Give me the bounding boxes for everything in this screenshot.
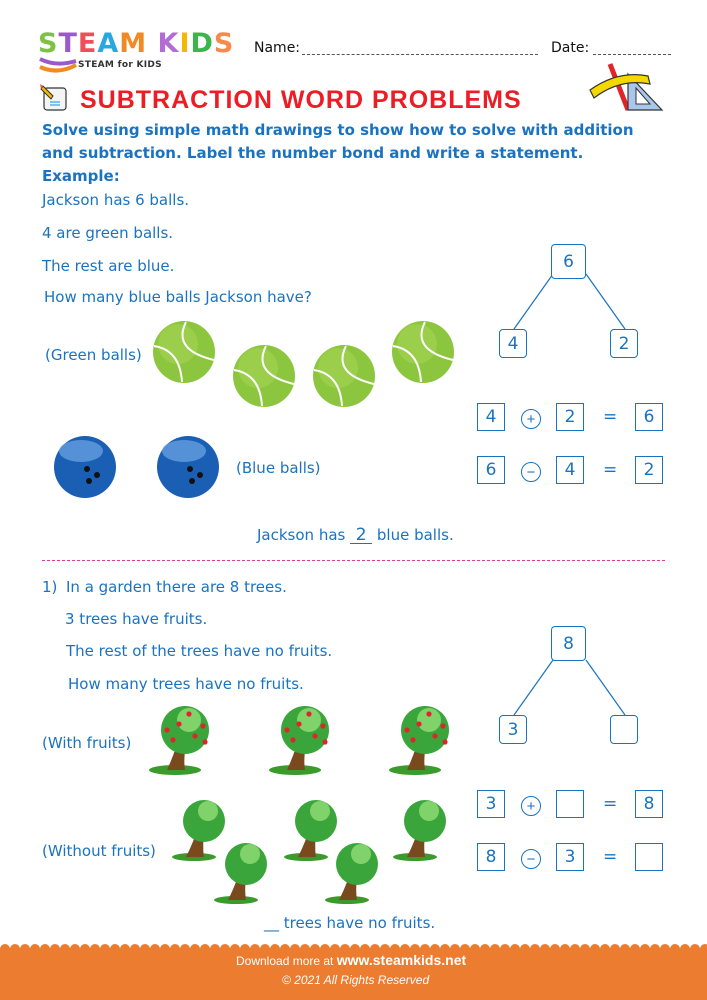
- pencil-paper-icon: [40, 82, 70, 112]
- section-divider: [42, 560, 665, 561]
- instructions: [42, 119, 662, 188]
- example-line-4: How many blue balls Jackson have?: [44, 288, 312, 306]
- problem-1-statement: [264, 914, 435, 932]
- equation-2-b: 4: [556, 456, 584, 484]
- footer-url-link[interactable]: www.steamkids.net: [336, 952, 467, 968]
- instructions-text: Solve using simple math drawings to show how to solve with addition and subtraction. Label the number bond and write a statement.: [42, 121, 634, 162]
- equals-sign: =: [603, 847, 618, 867]
- equals-sign: =: [603, 794, 618, 814]
- statement-prefix: Jackson has: [257, 526, 346, 544]
- tree-icon: [212, 838, 272, 908]
- statement-blank[interactable]: __: [264, 914, 279, 932]
- date-input-line[interactable]: [593, 54, 671, 55]
- tree-icon: [391, 795, 451, 865]
- with-fruits-label: (With fruits): [42, 734, 132, 752]
- bowling-ball-icon: [156, 435, 220, 499]
- problem-1-line-1: In a garden there are 8 trees.: [66, 578, 287, 596]
- problem-1-number: 1): [42, 578, 58, 596]
- equation-2-c: 2: [635, 456, 663, 484]
- page-title: SUBTRACTION WORD PROBLEMS: [80, 86, 522, 114]
- example-label: Example:: [42, 167, 120, 185]
- minus-icon: −: [521, 462, 541, 482]
- statement-answer: 2: [350, 527, 372, 544]
- ruler-triangle-icon: [588, 62, 668, 116]
- bond-part-1: 4: [499, 329, 527, 358]
- equation-2-a: 6: [477, 456, 505, 484]
- equation-2-b: 3: [556, 843, 584, 871]
- date-label: Date:: [551, 40, 590, 56]
- equation-1-a: 3: [477, 790, 505, 818]
- equation-1-c: 6: [635, 403, 663, 431]
- plus-icon: +: [521, 409, 541, 429]
- tennis-ball-icon: [152, 320, 216, 384]
- footer-copyright: © 2021 All Rights Reserved: [282, 973, 430, 987]
- example-line-1: Jackson has 6 balls.: [42, 191, 190, 209]
- logo-subtitle: STEAM for KIDS: [78, 60, 162, 70]
- tennis-ball-icon: [232, 344, 296, 408]
- plus-icon: +: [521, 796, 541, 816]
- fruit-tree-icon: [265, 702, 337, 778]
- bond-part-2-blank[interactable]: [610, 715, 638, 744]
- name-label: Name:: [254, 40, 301, 56]
- equation-1-c: 8: [635, 790, 663, 818]
- tennis-ball-icon: [312, 344, 376, 408]
- fruit-tree-icon: [385, 702, 457, 778]
- fruit-tree-icon: [145, 702, 217, 778]
- problem-1-line-3: The rest of the trees have no fruits.: [66, 642, 333, 660]
- logo-swoosh-icon: [38, 57, 78, 75]
- statement-suffix: trees have no fruits.: [283, 914, 436, 932]
- example-statement: [257, 526, 454, 544]
- bond-part-2: 2: [610, 329, 638, 358]
- equation-1-b: 2: [556, 403, 584, 431]
- equals-sign: =: [603, 407, 618, 427]
- tree-icon: [323, 838, 383, 908]
- footer-download-prefix: Download more at: [236, 954, 334, 968]
- bond-part-1: 3: [499, 715, 527, 744]
- without-fruits-label: (Without fruits): [42, 842, 156, 860]
- equation-2-a: 8: [477, 843, 505, 871]
- steam-kids-logo: [38, 28, 235, 70]
- equals-sign: =: [603, 460, 618, 480]
- blue-balls-label: (Blue balls): [236, 459, 321, 477]
- bowling-ball-icon: [53, 435, 117, 499]
- equation-2-c-blank[interactable]: [635, 843, 663, 871]
- footer-download: [236, 952, 466, 968]
- equation-1-a: 4: [477, 403, 505, 431]
- minus-icon: −: [521, 849, 541, 869]
- example-line-2: 4 are green balls.: [42, 224, 174, 242]
- tennis-ball-icon: [391, 320, 455, 384]
- bond-whole: 6: [551, 244, 586, 279]
- problem-1-line-2: 3 trees have fruits.: [65, 610, 208, 628]
- name-input-line[interactable]: [302, 54, 538, 55]
- logo-text: STEAM KIDS: [38, 28, 235, 59]
- example-line-3: The rest are blue.: [42, 257, 175, 275]
- green-balls-label: (Green balls): [45, 346, 142, 364]
- equation-1-b-blank[interactable]: [556, 790, 584, 818]
- problem-1-line-4: How many trees have no fruits.: [68, 675, 304, 693]
- statement-suffix: blue balls.: [376, 526, 454, 544]
- bond-whole: 8: [551, 626, 586, 661]
